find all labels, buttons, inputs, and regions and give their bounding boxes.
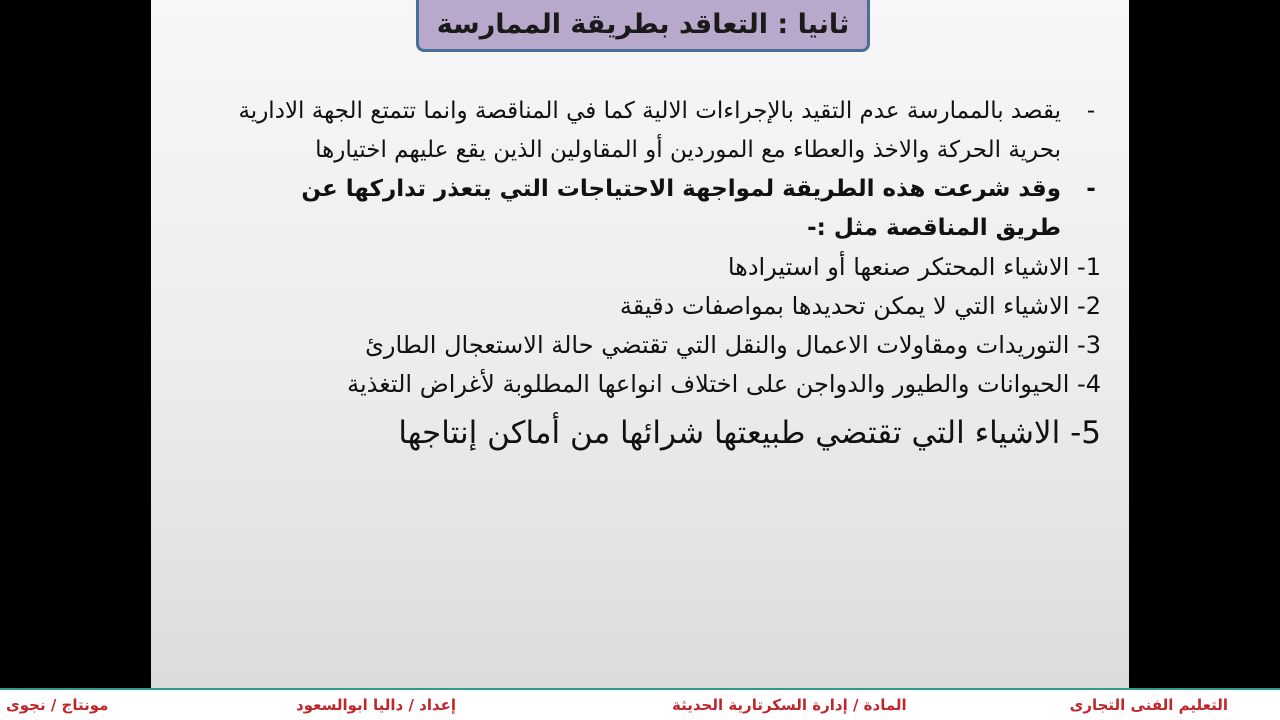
bullet-purpose — [231, 170, 1101, 248]
list-item-number: 1- — [1077, 253, 1101, 281]
list-item-text: الاشياء التي تقتضي طبيعتها شرائها من أماكن إنتاجها — [398, 415, 1071, 451]
footer-department: التعليم الفنى التجارى — [1069, 696, 1228, 714]
slide-area — [151, 0, 1129, 688]
bullet-text: وقد شرعت هذه الطريقة لمواجهة الاحتياجات التي يتعذر تداركها عن طريق المناقصة مثل :- — [301, 176, 1061, 241]
footer-bar — [0, 688, 1280, 720]
slide-content — [231, 92, 1101, 458]
list-item-number: 2- — [1077, 292, 1101, 320]
list-item — [231, 408, 1101, 458]
list-item — [231, 248, 1101, 287]
list-item-number: 3- — [1077, 331, 1101, 359]
list-item-text: التوريدات ومقاولات الاعمال والنقل التي تقتضي حالة الاستعجال الطارئ — [365, 331, 1078, 359]
list-item-text: الحيوانات والطيور والدواجن على اختلاف انواعها المطلوبة لأغراض التغذية — [347, 370, 1078, 398]
list-item — [231, 287, 1101, 326]
list-item — [231, 326, 1101, 365]
list-item-number: 4- — [1077, 370, 1101, 398]
bullet-definition — [231, 92, 1101, 170]
list-item-number: 5- — [1070, 415, 1101, 451]
list-item — [231, 365, 1101, 404]
footer-montage: مونتاج / نجوى — [6, 696, 109, 714]
bullet-dash: - — [1086, 98, 1096, 124]
footer-prepared-by: إعداد / داليا ابوالسعود — [296, 696, 457, 714]
slide-title-text: ثانيا : التعاقد بطريقة الممارسة — [436, 9, 850, 40]
bullet-dash: - — [1086, 176, 1096, 202]
slide-title — [416, 0, 870, 52]
list-item-text: الاشياء التي لا يمكن تحديدها بمواصفات دقيقة — [619, 292, 1078, 320]
list-item-text: الاشياء المحتكر صنعها أو استيرادها — [727, 253, 1078, 281]
bullet-text: يقصد بالممارسة عدم التقيد بالإجراءات الالية كما في المناقصة وانما تتمتع الجهة الادارية بحرية الحركة والاخذ والعطاء مع الموردين أو المقاولين الذين يقع عليهم اختيارها — [238, 98, 1061, 163]
footer-subject: المادة / إدارة السكرتارية الحديثة — [672, 696, 907, 714]
